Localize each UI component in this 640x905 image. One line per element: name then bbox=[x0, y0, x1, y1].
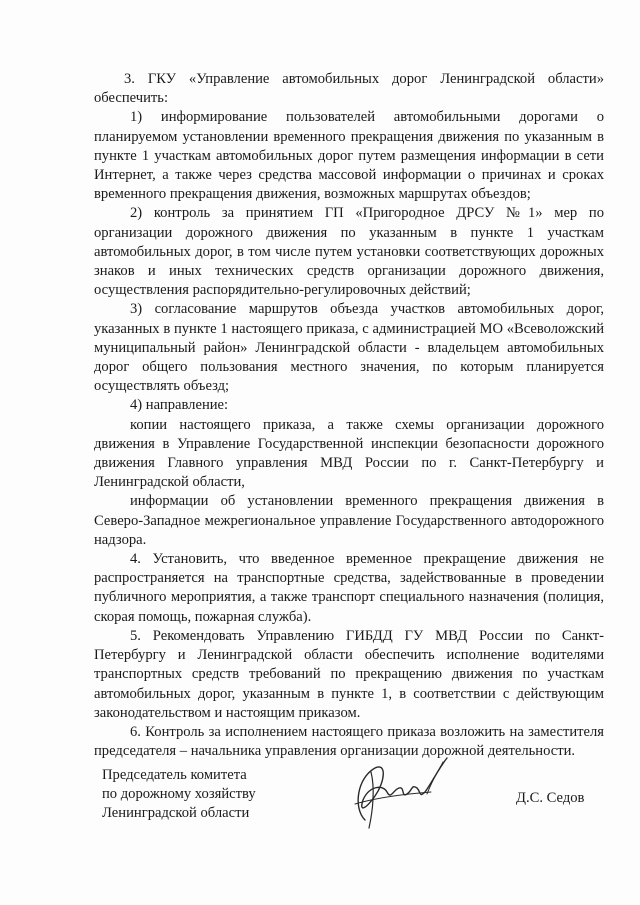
paragraph-item-6: 6. Контроль за исполнением настоящего приказа возложить на заместителя председателя – начальника управления организации дорожной деятельности. bbox=[94, 723, 604, 760]
paragraph-subitem-2: 2) контроль за принятием ГП «Пригородное ДРСУ №1» мер по организации дорожного движения по указанным в пункте 1 участкам автомобильных дорог, в том числе путем установки соответствующих дорожных знаков и иных технических средств организации дорожного движения, осуществления распорядительно-регулировочных действий; bbox=[94, 205, 604, 299]
signer-title-line: Председатель комитета bbox=[102, 767, 247, 783]
document-body bbox=[94, 70, 604, 761]
signer-title-line: Ленинградской области bbox=[102, 805, 250, 821]
paragraph-item-5: 5. Рекомендовать Управлению ГИБДД ГУ МВД России по Санкт-Петербургу и Ленинградской области обеспечить исполнение водителями транспортных средств требований по прекращению движения по участкам автомобильных дорог, указанным в пункте 1, в соответствии с действующим законодательством и настоящим приказом. bbox=[94, 627, 604, 721]
paragraph-item-3: 3. ГКУ «Управление автомобильных дорог Ленинградской области» обеспечить: bbox=[94, 71, 604, 107]
signer-title-block bbox=[102, 766, 302, 823]
paragraph-subitem-4-copies: копии настоящего приказа, а также схемы организации дорожного движения в Управление Государственной инспекции безопасности дорожного движения Главного управления МВД России по г. Санкт-Петербургу и Ленинградской области, bbox=[94, 416, 604, 491]
paragraph-subitem-4: 4) направление: bbox=[130, 397, 229, 414]
handwritten-signature bbox=[335, 748, 465, 833]
paragraph-item-4: 4. Установить, что введенное временное прекращение движения не распространяется на транспортные средства, задействованные в проведении публичного мероприятия, а также транспорт специального назначения (полиция, скорая помощь, пожарная служба). bbox=[94, 551, 604, 625]
signer-title-line: по дорожному хозяйству bbox=[102, 786, 256, 802]
paragraph-subitem-1: 1) информирование пользователей автомобильными дорогами о планируемом установлении временного прекращения движения по указанным в пункте 1 участкам автомобильных дорог путем размещения информации в сети Интернет, а также через средства массовой информации о причинах и сроках временного прекращения движения, возможных маршрутах объездов; bbox=[94, 109, 604, 203]
signer-name: Д.С. Седов bbox=[516, 790, 585, 806]
paragraph-subitem-3: 3) согласование маршрутов объезда участков автомобильных дорог, указанных в пункте 1 настоящего приказа, с администрацией МО «Всеволожский муниципальный район» Ленинградской области - владельцем автомобильных дорог общего пользования местного значения, по которым планируется осуществлять объезд; bbox=[94, 301, 604, 395]
paragraph-subitem-4-info: информации об установлении временного прекращения движения в Северо-Западное межрегиональное управление Государственного автодорожного надзора. bbox=[94, 493, 604, 548]
